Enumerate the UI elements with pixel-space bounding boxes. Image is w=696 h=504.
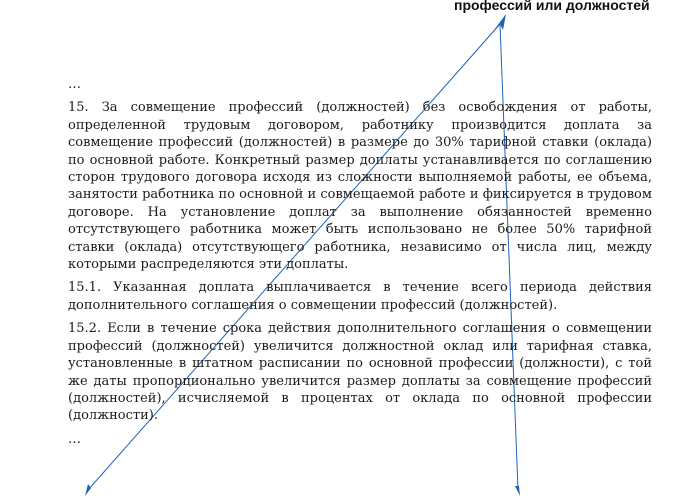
pointer-arrowhead (494, 14, 506, 30)
pointer-tail-right (515, 486, 520, 496)
paragraph-15-2: 15.2. Если в течение срока действия дополнительного соглашения о совмещении профессий (должностей) увеличится должностной оклад или тарифная ставка, установленные в штатном расписании по основной профессии (должности), с той же даты пропорционально увеличится размер доплаты за совмещение профессий (должностей), исчисляемой в процентах от оклада по основной профессии (должности). (68, 321, 652, 424)
ellipsis-bottom: … (68, 431, 81, 447)
paragraph-15: 15. За совмещение профессий (должностей) без освобождения от работы, определенной трудовым договором, работнику производится доплата за совмещение профессий (должностей) в размере до 30% тарифной ставки (оклада) по основной работе. Конкретный размер доплаты устанавливается по соглашению сторон трудового договора исходя из сложности выполняемой работы, ее объема, занятости работника по основной и совмещаемой работе и фиксируется в трудовом договоре. На установление доплат за выполнение обязанностей временно отсутствующего работника может быть использовано не более 50% тарифной ставки (оклада) отсутствующего работника, независимо от числа лиц, между которыми распределяются эти доплаты. (68, 100, 652, 273)
ellipsis-top: … (68, 77, 81, 92)
pointer-tail-left (85, 484, 91, 496)
document-body (68, 76, 652, 454)
callout-label: профессий или должностей (454, 0, 650, 13)
paragraph-15-1: 15.1. Указанная доплата выплачивается в течение всего периода действия дополнительного соглашения о совмещении профессий (должностей). (68, 280, 652, 313)
